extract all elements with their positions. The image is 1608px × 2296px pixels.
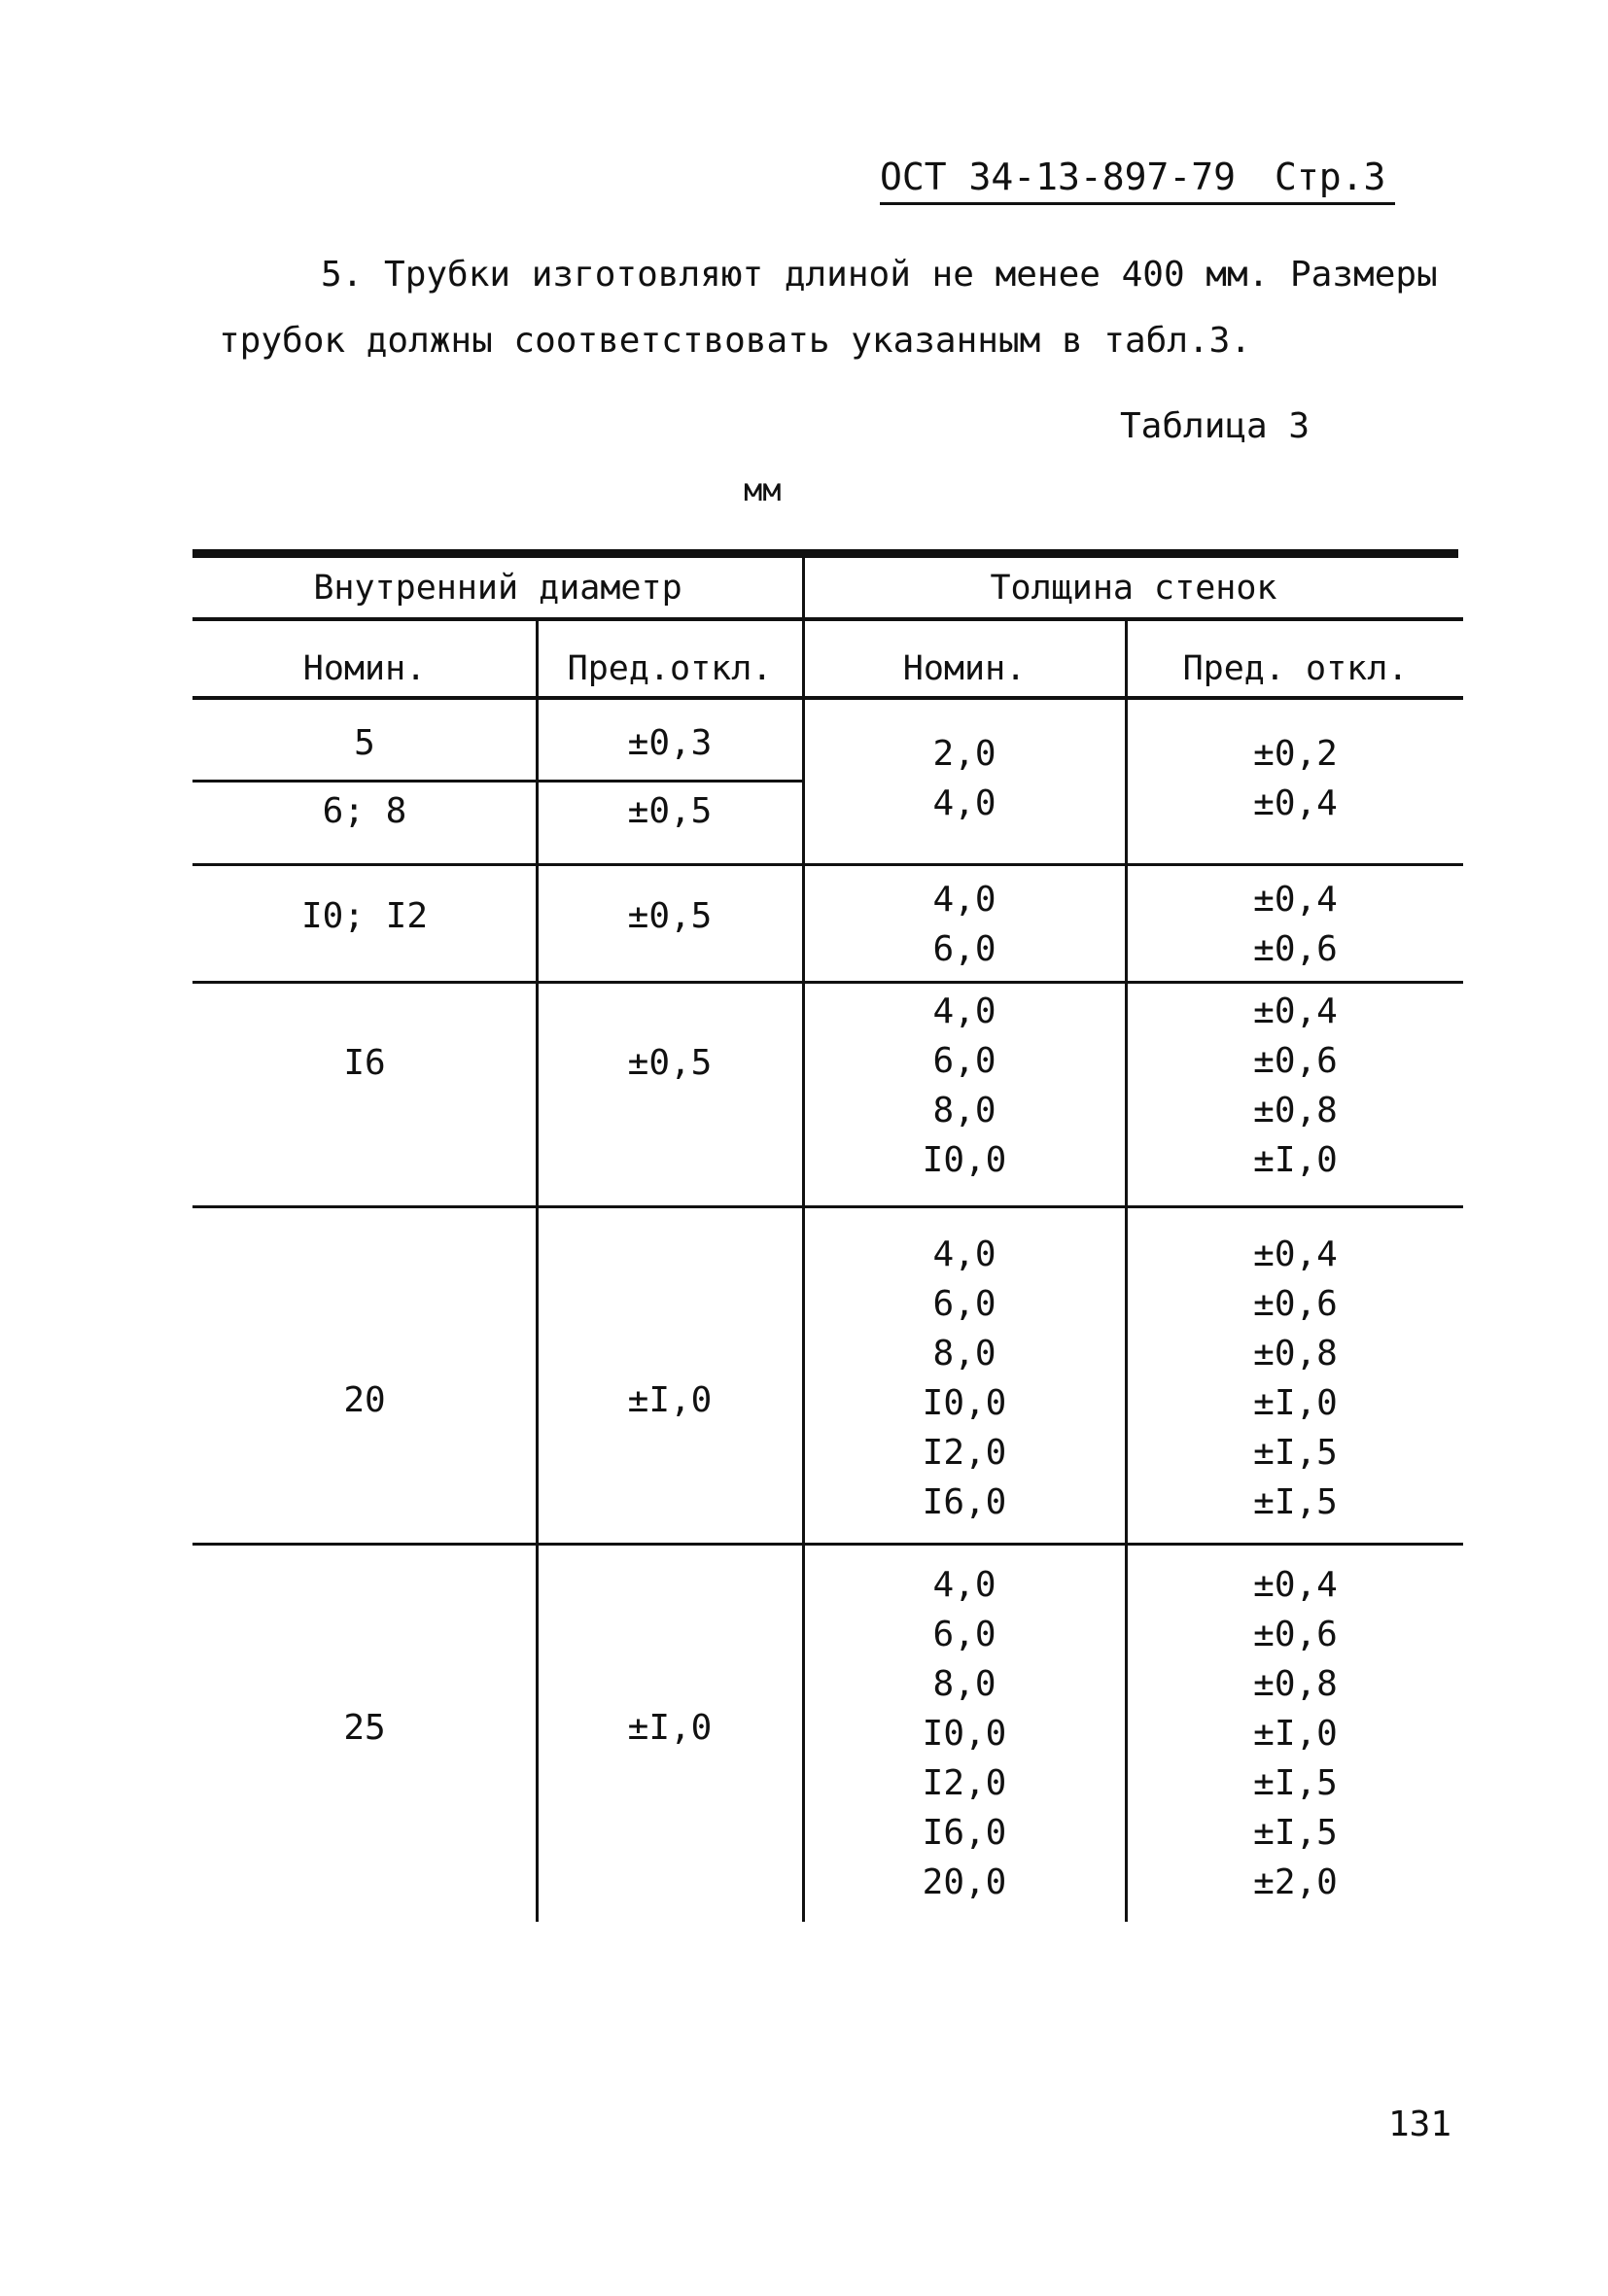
- row-divider: [192, 981, 1463, 984]
- page-label: Стр.3: [1275, 156, 1386, 198]
- table-cell-wall-nominal: 4,0 6,0 8,0 I0,0: [922, 991, 1007, 1180]
- table-cell-diameter-nominal: 20: [343, 1380, 386, 1420]
- table-cell-diameter-tolerance: ±I,0: [627, 1708, 713, 1748]
- subheader-diameter-tolerance: Пред.откл.: [567, 649, 773, 688]
- table-cell-diameter-tolerance: ±I,0: [627, 1380, 713, 1420]
- header-divider: [192, 617, 1463, 621]
- table-cell-diameter-nominal: 5 6; 8: [322, 723, 407, 831]
- group-header-wall-thickness: Толщина стенок: [990, 569, 1277, 608]
- document-code: ОСТ 34-13-897-79: [880, 156, 1237, 198]
- table-cell-diameter-tolerance: ±0,5: [627, 896, 713, 936]
- row-divider: [192, 863, 1463, 866]
- table-cell-wall-nominal: 4,0 6,0: [932, 880, 996, 969]
- table-top-rule: [192, 549, 1458, 558]
- table-cell-wall-nominal: 2,0 4,0: [932, 734, 996, 823]
- table-cell-diameter-tolerance: ±0,5: [627, 1043, 713, 1083]
- table-cell-wall-nominal: 4,0 6,0 8,0 I0,0 I2,0 I6,0: [922, 1235, 1007, 1522]
- header-bottom-rule: [192, 696, 1463, 700]
- group-header-inner-diameter: Внутренний диаметр: [313, 569, 682, 608]
- paragraph-line-2: трубок должны соответствовать указанным в табл.3.: [219, 321, 1252, 361]
- table-cell-diameter-nominal: I0; I2: [300, 896, 429, 936]
- table-cell-wall-tolerance: ±0,4 ±0,6 ±0,8 ±I,0: [1253, 991, 1338, 1180]
- table-cell-wall-tolerance: ±0,2 ±0,4: [1253, 734, 1338, 823]
- table-cell-diameter-nominal: 25: [343, 1708, 386, 1748]
- subheader-wall-nominal: Номин.: [902, 649, 1027, 688]
- table-cell-diameter-nominal: I6: [343, 1043, 386, 1083]
- paragraph-line-1: 5. Трубки изготовляют длиной не менее 400 мм. Размеры: [321, 255, 1438, 295]
- subheader-diameter-nominal: Номин.: [302, 649, 427, 688]
- subheader-wall-tolerance: Пред. откл.: [1182, 649, 1409, 688]
- table-cell-wall-nominal: 4,0 6,0 8,0 I0,0 I2,0 I6,0 20,0: [922, 1565, 1007, 1902]
- page-number: 131: [1388, 2105, 1452, 2144]
- table-unit: мм: [744, 471, 782, 508]
- row-divider: [192, 1543, 1463, 1546]
- table-cell-wall-tolerance: ±0,4 ±0,6 ±0,8 ±I,0 ±I,5 ±I,5: [1253, 1235, 1338, 1522]
- table-cell-wall-tolerance: ±0,4 ±0,6: [1253, 880, 1338, 969]
- row-divider: [192, 1205, 1463, 1208]
- table-cell-diameter-tolerance: ±0,3 ±0,5: [627, 723, 713, 831]
- table-caption: Таблица 3: [1120, 406, 1311, 446]
- table-cell-wall-tolerance: ±0,4 ±0,6 ±0,8 ±I,0 ±I,5 ±I,5 ±2,0: [1253, 1565, 1338, 1902]
